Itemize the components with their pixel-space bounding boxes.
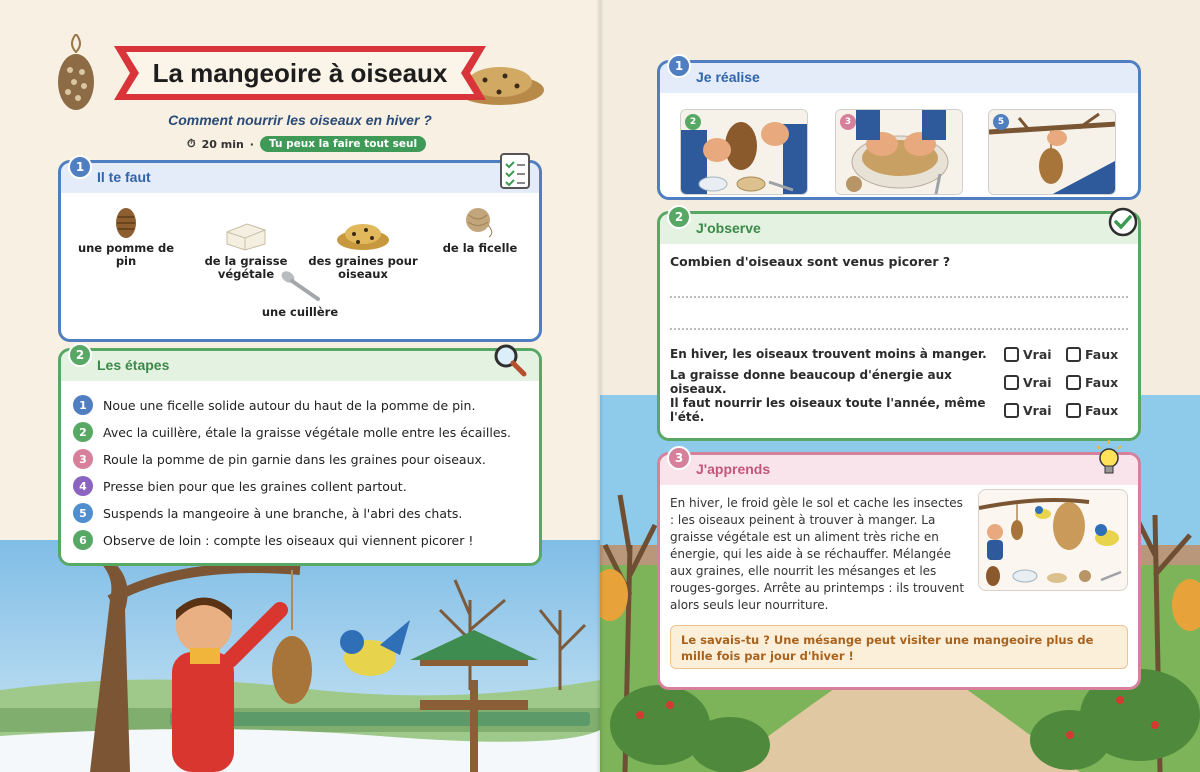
string-ball-icon	[463, 205, 497, 239]
true-checkbox[interactable]	[1004, 375, 1019, 390]
fun-fact: Le savais-tu ? Une mésange peut visiter une mangeoire plus de mille fois par jour d'hiver !	[670, 625, 1128, 669]
false-checkbox[interactable]	[1066, 347, 1081, 362]
materials-heading: Il te faut	[97, 169, 151, 185]
step-text: Avec la cuillère, étale la graisse végétale molle entre les écailles.	[103, 424, 512, 440]
duration: 20 min	[201, 137, 244, 151]
true-false-row	[670, 368, 1128, 396]
false-checkbox[interactable]	[1066, 403, 1081, 418]
realise-card	[657, 60, 1141, 200]
activity-meta	[187, 136, 426, 152]
true-label: Vrai	[1023, 402, 1052, 418]
true-false-row	[670, 344, 1128, 364]
step-text: Presse bien pour que les graines collent partout.	[103, 478, 407, 494]
check-circle-icon	[1108, 207, 1138, 237]
false-option[interactable]	[1066, 347, 1128, 362]
photo-step-5-number: 5	[993, 114, 1009, 130]
seeds-icon	[336, 218, 390, 252]
true-false-row	[670, 396, 1128, 424]
true-option[interactable]	[1004, 347, 1066, 362]
observe-card	[657, 211, 1141, 441]
page-title: La mangeoire à oiseaux	[152, 57, 448, 88]
step-item	[73, 503, 462, 523]
statement-text: La graisse donne beaucoup d'énergie aux oiseaux.	[670, 368, 952, 396]
learn-text: En hiver, le froid gèle le sol et cache les insectes : les oiseaux peinent à trouver à manger. La graisse végétale est un aliment très riche en énergie, qui les aide à se réchauffer. Mélangée aux graines, elle nourrit les mésanges et les rouges-gorges. Arrête au printemps : ils trouvent alors seuls leur nourriture.	[670, 496, 965, 612]
photo-step-2-number: 2	[685, 114, 701, 130]
step-item	[73, 395, 475, 415]
false-label: Faux	[1085, 346, 1119, 362]
spoon-icon	[278, 269, 322, 303]
step-item	[73, 449, 486, 469]
answer-line-2[interactable]	[670, 328, 1128, 330]
vegetable-fat-icon	[223, 218, 269, 252]
pinecone-icon	[113, 205, 139, 239]
page-gutter	[596, 0, 604, 772]
material-seeds: des graines pour oiseaux	[305, 205, 421, 294]
material-spoon: une cuillère	[245, 269, 355, 319]
statement-text: Il faut nourrir les oiseaux toute l'année, même l'été.	[670, 396, 986, 424]
feeder-cycle-illustration	[979, 490, 1128, 591]
observe-heading: J'observe	[696, 220, 761, 236]
magnifier-icon	[492, 342, 528, 378]
step-number: 3	[73, 449, 93, 469]
step-text: Noue une ficelle solide autour du haut de la pomme de pin.	[103, 397, 476, 413]
step-number: 4	[73, 476, 93, 496]
meta-separator: ·	[249, 137, 254, 151]
page-subtitle: Comment nourrir les oiseaux en hiver ?	[168, 112, 432, 128]
step-text: Suspends la mangeoire à une branche, à l'abri des chats.	[103, 505, 463, 521]
materials-card	[58, 160, 542, 342]
material-pinecone: une pomme de pin	[71, 205, 181, 268]
observe-question: Combien d'oiseaux sont venus picorer ?	[670, 254, 951, 269]
learn-heading: J'apprends	[696, 461, 771, 477]
photo-step-2	[680, 109, 808, 195]
false-label: Faux	[1085, 374, 1119, 390]
realise-heading: Je réalise	[696, 69, 760, 85]
photo-step-5	[988, 109, 1116, 195]
feeder-pinecone-illustration	[272, 636, 312, 704]
step-item	[73, 530, 473, 550]
step-number: 1	[73, 395, 93, 415]
true-label: Vrai	[1023, 346, 1052, 362]
answer-line-1[interactable]	[670, 296, 1128, 298]
checklist-icon	[498, 150, 532, 190]
false-checkbox[interactable]	[1066, 375, 1081, 390]
realise-number: 1	[667, 54, 691, 78]
step-number: 6	[73, 530, 93, 550]
steps-number: 2	[68, 343, 92, 367]
true-checkbox[interactable]	[1004, 403, 1019, 418]
pinecone-decoration-icon	[52, 34, 100, 112]
step-item	[73, 476, 407, 496]
lightbulb-icon	[1094, 440, 1124, 478]
true-checkbox[interactable]	[1004, 347, 1019, 362]
steps-card	[58, 348, 542, 566]
false-option[interactable]	[1066, 375, 1128, 390]
title-banner	[114, 40, 486, 106]
step-text: Roule la pomme de pin garnie dans les graines pour oiseaux.	[103, 451, 486, 467]
true-option[interactable]	[1004, 375, 1066, 390]
statement-text: En hiver, les oiseaux trouvent moins à manger.	[670, 347, 987, 361]
true-option[interactable]	[1004, 403, 1066, 418]
step-number: 5	[73, 503, 93, 523]
learn-number: 3	[667, 446, 691, 470]
photo-step-3	[835, 109, 963, 195]
autonomy-badge: Tu peux la faire tout seul	[260, 136, 426, 152]
timer-icon: ⏱	[187, 137, 196, 150]
learn-illustration	[978, 489, 1128, 591]
step-text: Observe de loin : compte les oiseaux qui viennent picorer !	[103, 532, 474, 548]
right-page	[600, 0, 1200, 772]
false-option[interactable]	[1066, 403, 1128, 418]
material-string: de la ficelle	[425, 205, 535, 255]
step-number: 2	[73, 422, 93, 442]
material-fat: de la graisse végétale	[191, 205, 301, 294]
false-label: Faux	[1085, 402, 1119, 418]
learn-card	[657, 452, 1141, 690]
winter-scene-illustration	[0, 540, 600, 772]
steps-heading: Les étapes	[97, 357, 170, 373]
step-item	[73, 422, 511, 442]
materials-number: 1	[68, 155, 92, 179]
true-label: Vrai	[1023, 374, 1052, 390]
photo-step-3-number: 3	[840, 114, 856, 130]
observe-number: 2	[667, 205, 691, 229]
